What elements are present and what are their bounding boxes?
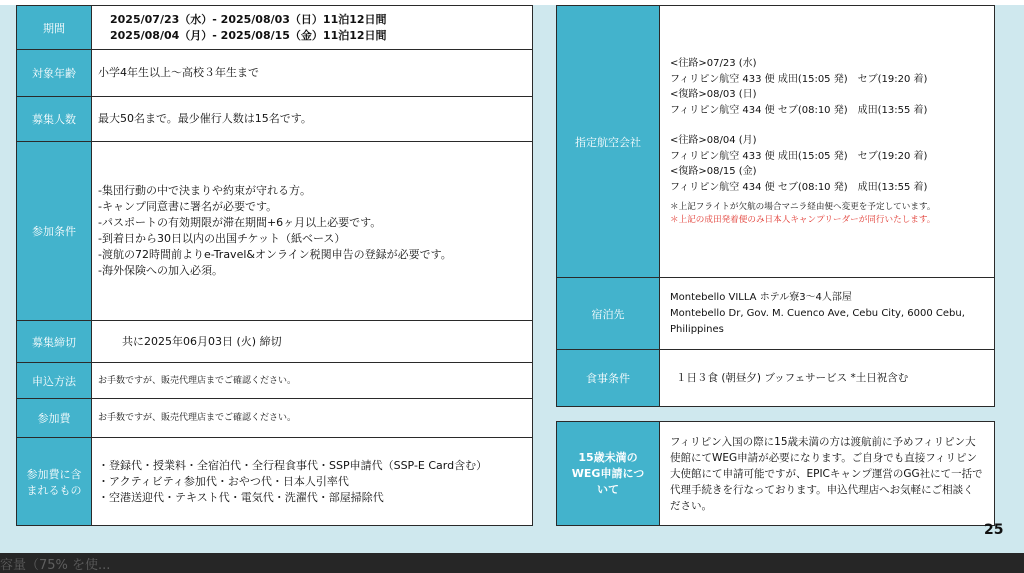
airline-label: 指定航空会社 — [557, 6, 660, 278]
age-label: 対象年齢 — [17, 50, 92, 97]
fee-includes-label-line: まれるもの — [26, 483, 82, 497]
row-deadline — [17, 321, 533, 363]
condition-item: -海外保険への加入必須。 — [98, 264, 223, 277]
row-weg — [557, 422, 995, 526]
accommodation-label: 宿泊先 — [557, 278, 660, 350]
period-line: 2025/08/04（月）- 2025/08/15（金）11泊12日間 — [110, 28, 387, 42]
weg-label-line: 15歳未満の — [578, 450, 638, 464]
page-number: 25 — [984, 522, 1004, 538]
accommodation-line: Philippines — [670, 323, 724, 335]
weg-label — [557, 422, 660, 526]
weg-label-line: いて — [597, 482, 619, 496]
apply-method-value: お手数ですが、販売代理店までご確認ください。 — [92, 363, 533, 399]
row-capacity — [17, 97, 533, 142]
period-value — [92, 6, 533, 50]
weg-value: フィリピン入国の際に15歳未満の方は渡航前に予めフィリピン大使館にてWEG申請が必要になります。ご自身でも直接フィリピン大使館にて申請可能ですが、EPICキャンプ運営のGG社にて一括で代理手続きを行なっております。申込代理店へお気軽にご相談ください。 — [660, 422, 995, 526]
meals-value: １日３食 (朝昼夕) ブッフェサービス *土日祝含む — [660, 350, 995, 407]
fee-include-item: ・空港送迎代・テキスト代・電気代・洗濯代・部屋掃除代 — [98, 490, 384, 504]
flight-line: フィリピン航空 434 便 セブ(08:10 発) 成田(13:55 着) — [670, 181, 928, 193]
row-airline — [557, 6, 995, 278]
weg-label-line: WEG申請につ — [571, 466, 645, 480]
meals-label: 食事条件 — [557, 350, 660, 407]
row-meals — [557, 350, 995, 407]
deadline-label: 募集締切 — [17, 321, 92, 363]
weg-table — [556, 421, 995, 526]
conditions-label: 参加条件 — [17, 142, 92, 321]
row-conditions — [17, 142, 533, 321]
condition-item: -キャンプ同意書に署名が必要です。 — [98, 200, 278, 213]
row-fee-includes — [17, 438, 533, 526]
accommodation-value — [660, 278, 995, 350]
period-label: 期間 — [17, 6, 92, 50]
fee-include-item: ・登録代・授業料・全宿泊代・全行程食事代・SSP申請代（SSP-E Card含む） — [98, 458, 488, 472]
flight-line: フィリピン航空 433 便 成田(15:05 発) セブ(19:20 着) — [670, 150, 928, 162]
capacity-value: 最大50名まで。最少催行人数は15名です。 — [92, 97, 533, 142]
flight-line: フィリピン航空 434 便 セブ(08:10 発) 成田(13:55 着) — [670, 104, 928, 116]
flight-note: ＊上記フライトが欠航の場合マニラ経由便へ変更を予定しています。 — [670, 202, 936, 212]
age-value: 小学4年生以上〜高校３年生まで — [92, 50, 533, 97]
row-fee — [17, 399, 533, 438]
row-accommodation — [557, 278, 995, 350]
period-line: 2025/07/23（水）- 2025/08/03（日）11泊12日間 — [110, 12, 387, 26]
program-details-table — [16, 5, 533, 526]
fee-label: 参加費 — [17, 399, 92, 438]
condition-item: -パスポートの有効期限が滞在期間+6ヶ月以上必要です。 — [98, 216, 382, 229]
deadline-value: 共に2025年06月03日 (火) 締切 — [92, 321, 533, 363]
flight-line: <復路>08/15 (金) — [670, 166, 757, 177]
row-period — [17, 6, 533, 50]
flight-note-red: ＊上記の成田発着便のみ日本人キャンプリーダーが同行いたします。 — [670, 215, 936, 225]
flight-line: <復路>08/03 (日) — [670, 89, 757, 100]
accommodation-line: Montebello Dr, Gov. M. Cuenco Ave, Cebu City, 6000 Cebu, — [670, 307, 965, 319]
row-apply-method — [17, 363, 533, 399]
fee-include-item: ・アクティビティ参加代・おやつ代・日本人引率代 — [98, 474, 349, 488]
flight-line: <往路>08/04 (月) — [670, 135, 757, 146]
flight-line: フィリピン航空 433 便 成田(15:05 発) セブ(19:20 着) — [670, 73, 928, 85]
condition-item: -到着日から30日以内の出国チケット（紙ベース） — [98, 232, 346, 245]
flight-line: <往路>07/23 (水) — [670, 58, 757, 69]
apply-method-label: 申込方法 — [17, 363, 92, 399]
storage-usage-text: 容量（75% を使... — [0, 558, 111, 573]
fee-includes-label-line: 参加費に含 — [26, 467, 82, 481]
condition-item: -渡航の72時間前よりe-Travel&オンライン税関申告の登録が必要です。 — [98, 248, 452, 261]
fee-includes-label — [17, 438, 92, 526]
airline-value — [660, 6, 995, 278]
conditions-value — [92, 142, 533, 321]
travel-details-table — [556, 5, 995, 407]
bottom-bar — [0, 553, 1024, 573]
fee-includes-value — [92, 438, 533, 526]
accommodation-line: Montebello VILLA ホテル寮3〜4人部屋 — [670, 291, 852, 303]
row-age — [17, 50, 533, 97]
fee-value: お手数ですが、販売代理店までご確認ください。 — [92, 399, 533, 438]
condition-item: -集団行動の中で決まりや約束が守れる方。 — [98, 184, 311, 197]
spacer — [670, 118, 984, 133]
capacity-label: 募集人数 — [17, 97, 92, 142]
